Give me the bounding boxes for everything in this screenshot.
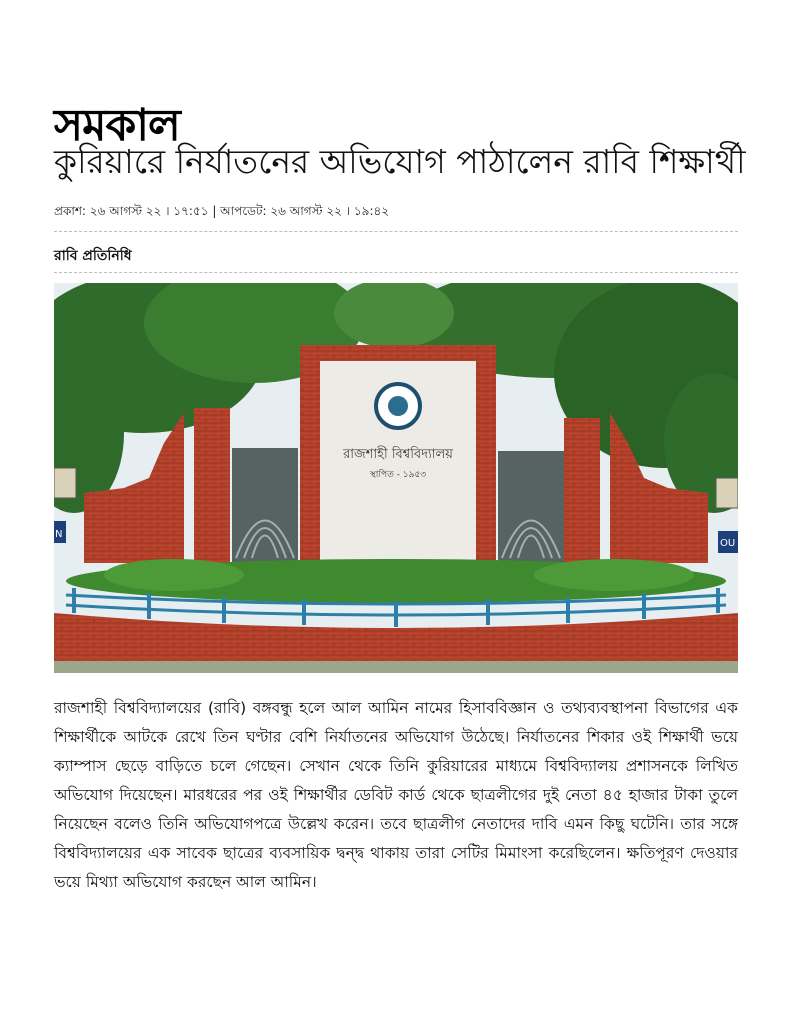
side-sign-right: OU [720,538,736,549]
university-gate-illustration [54,283,738,673]
plaque-title: রাজশাহী বিশ্ববিদ্যালয় [343,447,453,462]
divider [54,231,738,232]
masthead-logo[interactable]: সমকাল [54,100,180,151]
publish-meta: প্রকাশ: ২৬ আগস্ট ২২ । ১৭:৫১ | আপডেট: ২৬ আগস্ট ২২ । ১৯:৪২ [54,204,390,218]
article-body: রাজশাহী বিশ্ববিদ্যালয়ের (রাবি) বঙ্গবন্ধু হলে আল আমিন নামের হিসাববিজ্ঞান ও তথ্যব্যবস্থাপনা বিভাগের এক শিক্ষার্থীকে আটকে রেখে তিন ঘণ্টার বেশি নির্যাতনের অভিযোগ উঠেছে। নির্যাতনের শিকার ওই শিক্ষার্থী ভয়ে ক্যাম্পাস ছেড়ে বাড়িতে চলে গেছেন। সেখান থেকে তিনি কুরিয়ারের মাধ্যমে বিশ্ববিদ্যালয় প্রশাসনকে লিখিত অভিযোগ দিয়েছেন। মারধরের পর ওই শিক্ষার্থীর ডেবিট কার্ড থেকে ছাত্রলীগের দুই নেতা ৪৫ হাজার টাকা তুলে নিয়েছেন বলেও তিনি অভিযোগপত্রে উল্লেখ করেন। তবে ছাত্রলীগ নেতাদের দাবি এমন কিছু ঘটেনি। তার সঙ্গে বিশ্ববিদ্যালয়ের এক সাবেক ছাত্রের ব্যবসায়িক দ্বন্দ্ব থাকায় তারা সেটির মিমাংসা করেছিলেন। ক্ষতিপূরণ দেওয়ার ভয়ে মিথ্যা অভিযোগ করছেন আল আমিন। [54,699,738,891]
article-headline: কুরিয়ারে নির্যাতনের অভিযোগ পাঠালেন রাবি শিক্ষার্থী [54,142,746,181]
article-byline: রাবি প্রতিনিধি [54,248,132,264]
plaque-subtitle: স্থাপিত - ১৯৫৩ [369,470,427,480]
divider [54,272,738,273]
article-photo [54,283,738,673]
side-sign-left: N [55,529,63,540]
left-gate [232,448,298,563]
right-gate [498,451,564,563]
